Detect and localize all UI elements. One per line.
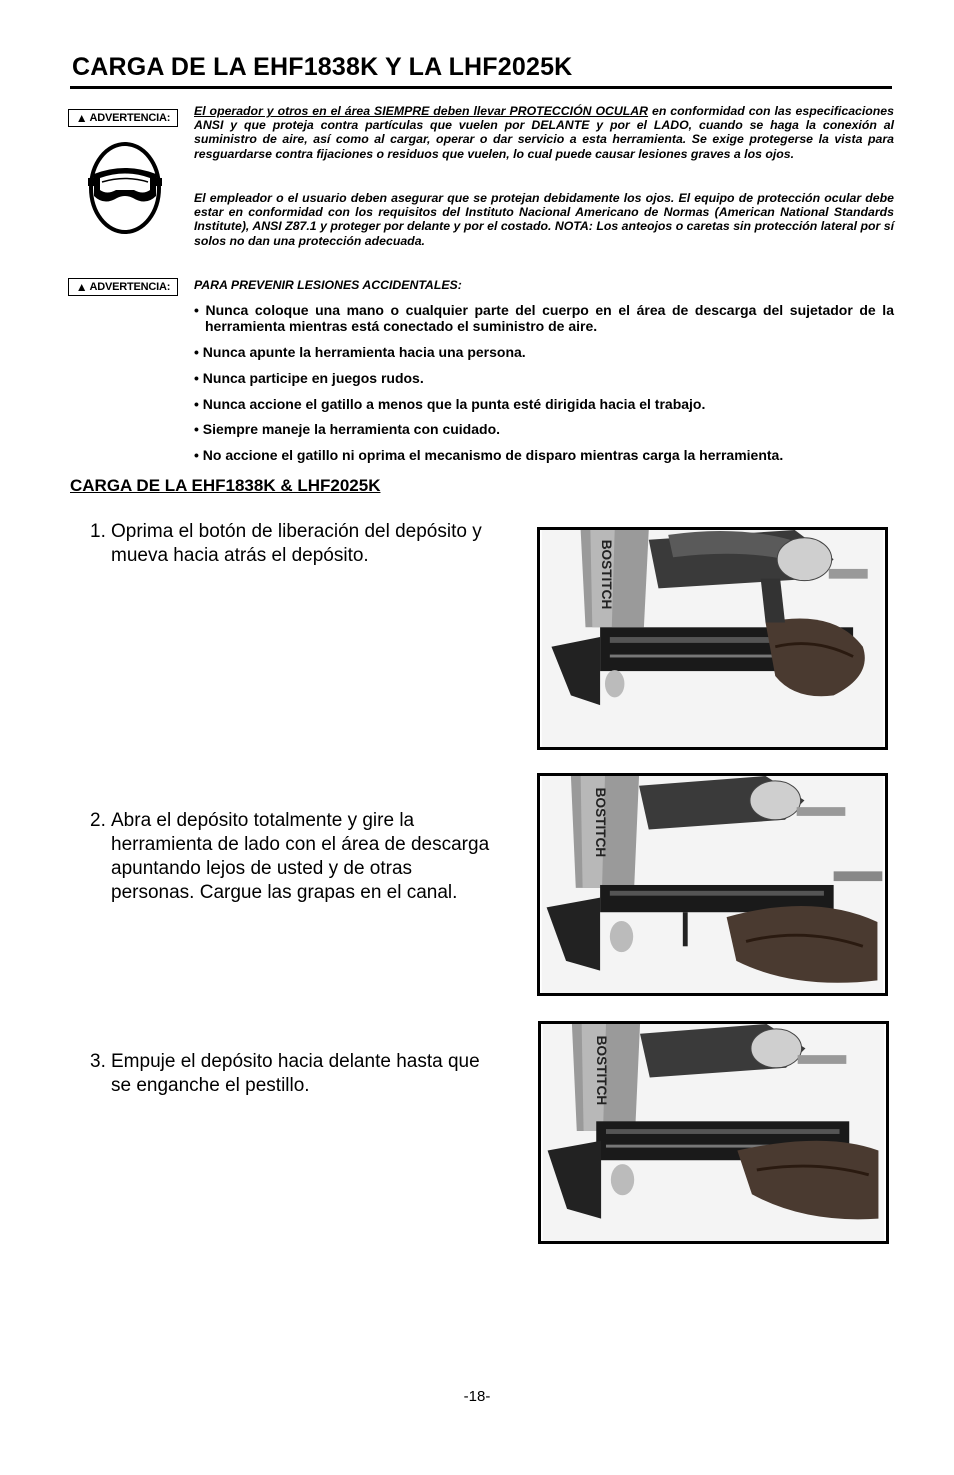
photo-step-1 [537,527,888,750]
warning1-paragraph1 [194,104,894,161]
list-item: • Nunca apunte la herramienta hacia una persona. [194,344,526,360]
step-text: Oprima el botón de liberación del depósito y mueva hacia atrás el depósito. [111,521,482,566]
step-text: Abra el depósito totalmente y gire la herramienta de lado con el área de descarga apuntando lejos de usted y de otras personas. Cargue las grapas en el canal. [111,810,490,903]
warning-badge-label: ADVERTENCIA: [89,281,171,293]
step-number: 2. [90,810,106,831]
step-number: 1. [90,521,106,542]
page-number: -18- [463,1388,491,1405]
warning1-paragraph2: El empleador o el usuario deben asegurar que se protejan debidamente los ojos. El equipo de protección ocular debe estar en conformidad con los requisitos del Instituto Nacional Americano de Normas (American National Standards Institute), ANSI Z87.1 y proteger por delante y por el costado. NOTA: Los anteojos o caretas sin protección lateral por sí solos no dan una protección adecuada. [194,191,894,248]
photo-step-2 [537,773,888,996]
nailer-illustration [540,776,885,993]
warning1-rest: en conformidad con las especificaciones ANSI y que proteja contra partículas que vuelen por DELANTE y por el LADO, cuando se haga la conexión al suministro de aire, así como al cargar, operar o dar servicio a esta herramienta. Se exige protegerse la vista para resguardarse contra fijaciones o residuos que vuelen, lo cual puede causar lesiones graves a los ojos. [194,104,894,161]
warning1-underlined: El operador y otros en el área SIEMPRE deben llevar PROTECCIÓN OCULAR [194,104,649,118]
list-item: • Nunca accione el gatillo a menos que la punta esté dirigida hacia el trabajo. [194,396,706,412]
step-number: 3. [90,1051,106,1072]
warning-triangle-icon: ▲ [75,111,88,125]
list-item: • Nunca participe en juegos rudos. [194,370,424,386]
step-1 [90,520,500,568]
page-title: CARGA DE LA EHF1838K Y LA LHF2025K [72,53,573,81]
warning-triangle-icon: ▲ [75,280,88,294]
warning-badge-1 [68,109,178,127]
nailer-illustration [541,1024,886,1241]
nailer-illustration [540,530,885,747]
warning2-heading: PARA PREVENIR LESIONES ACCIDENTALES: [194,278,462,292]
warning-badge-label: ADVERTENCIA: [89,112,171,124]
list-item: • Siempre maneje la herramienta con cuidado. [194,421,501,437]
list-item: • No accione el gatillo ni oprima el mecanismo de disparo mientras carga la herramienta. [194,447,784,463]
section-subheading: CARGA DE LA EHF1838K & LHF2025K [70,476,381,495]
title-rule [70,86,892,89]
step-2 [90,809,490,905]
photo-brand-label: BOSTITCH [593,787,609,858]
photo-brand-label: BOSTITCH [599,539,615,610]
safety-goggles-icon [86,140,164,236]
list-item: • Nunca coloque una mano o cualquier parte del cuerpo en el área de descarga del sujetador de la herramienta mientras está conectado el suministro de aire. [194,302,894,334]
photo-brand-label: BOSTITCH [594,1035,610,1106]
step-text: Empuje el depósito hacia delante hasta que se enganche el pestillo. [111,1051,480,1096]
warning-badge-2 [68,278,178,296]
step-3 [90,1050,500,1098]
photo-step-3 [538,1021,889,1244]
